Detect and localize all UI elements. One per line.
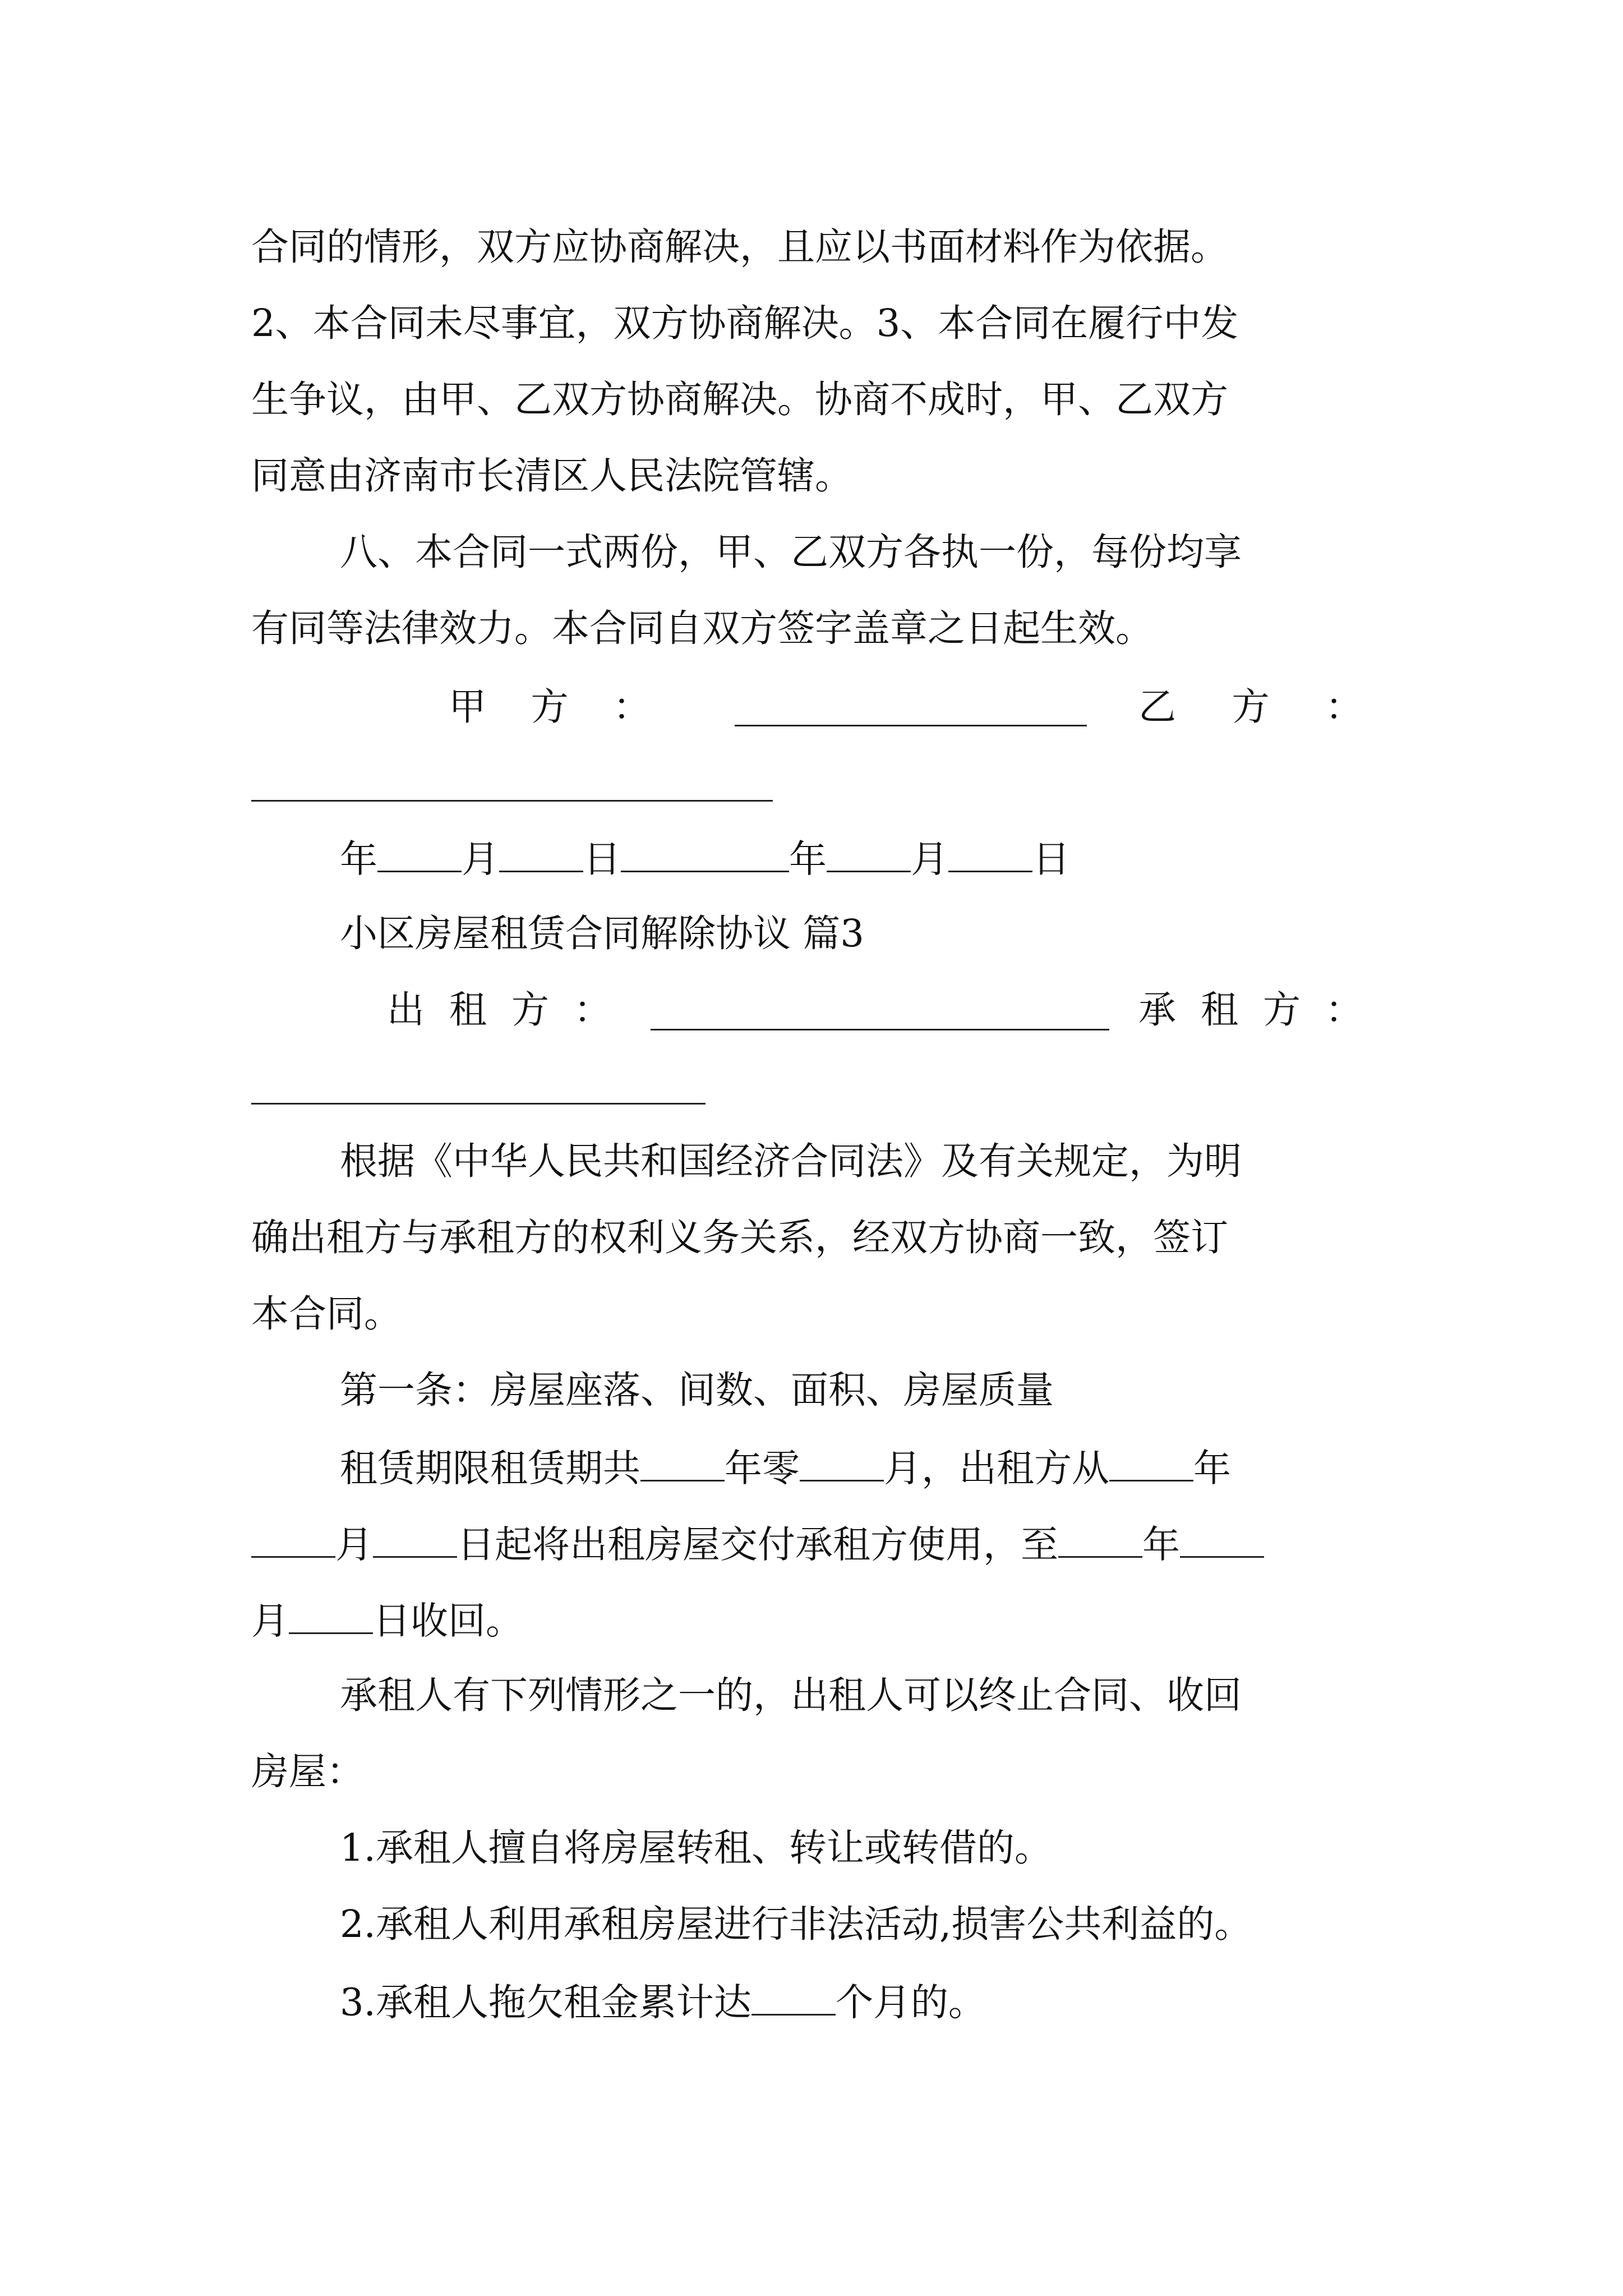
blank bbox=[251, 1520, 335, 1558]
party-a-signature-blank bbox=[735, 725, 1087, 726]
paragraph-line: 有同等法律效力。本合同自双方签字盖章之日起生效。 bbox=[251, 606, 1153, 650]
blank bbox=[640, 1444, 725, 1481]
paragraph-line: 八、本合同一式两份，甲、乙双方各执一份，每份均享 bbox=[340, 530, 1242, 574]
lease-term-line: 租赁期限租赁期共 年零 月，出租方从 年 bbox=[340, 1444, 1231, 1489]
date-line: 年 月 日 年 月 日 bbox=[340, 835, 1070, 880]
blank bbox=[1109, 1444, 1193, 1481]
lessee-label: 承 租 方 ： bbox=[1138, 988, 1363, 1032]
party-b-signature-blank bbox=[251, 800, 773, 802]
lessor-blank bbox=[651, 1029, 1109, 1030]
lessor-label: 出 租 方 ： bbox=[387, 988, 611, 1032]
blank bbox=[377, 835, 462, 872]
paragraph-line: 2、本合同未尽事宜，双方协商解决。3、本合同在履行中发 bbox=[251, 301, 1239, 345]
paragraph-line: 确出租方与承租方的权利义务关系，经双方协商一致，签订 bbox=[251, 1216, 1228, 1259]
blank bbox=[1180, 1520, 1264, 1558]
article-heading: 第一条：房屋座落、间数、面积、房屋质量 bbox=[340, 1368, 1054, 1412]
lease-term-line: 月 日收回。 bbox=[251, 1596, 523, 1641]
party-a-label: 甲 方 ： bbox=[449, 685, 651, 729]
paragraph-line: 合同的情形，双方应协商解决，且应以书面材料作为依据。 bbox=[251, 225, 1228, 269]
lease-term-line: 月 日起将出租房屋交付承租方使用，至 年 bbox=[251, 1520, 1264, 1565]
list-item: 1.承租人擅自将房屋转租、转让或转借的。 bbox=[340, 1826, 1052, 1870]
blank bbox=[827, 835, 911, 872]
paragraph-line: 承租人有下列情形之一的，出租人可以终止合同、收回 bbox=[340, 1673, 1242, 1717]
paragraph-line: 同意由济南市长清区人民法院管辖。 bbox=[251, 454, 852, 498]
paragraph-line: 生争议，由甲、乙双方协商解决。协商不成时，甲、乙双方 bbox=[251, 378, 1228, 421]
lessee-blank bbox=[251, 1103, 706, 1105]
paragraph-line: 本合同。 bbox=[251, 1292, 402, 1336]
blank bbox=[499, 835, 583, 872]
blank bbox=[751, 1978, 836, 2016]
blank bbox=[948, 835, 1032, 872]
blank bbox=[373, 1520, 457, 1558]
list-item: 2.承租人利用承租房屋进行非法活动,损害公共利益的。 bbox=[340, 1902, 1252, 1946]
blank bbox=[1058, 1520, 1142, 1558]
paragraph-line: 根据《中华人民共和国经济合同法》及有关规定，为明 bbox=[340, 1139, 1242, 1183]
blank bbox=[621, 835, 789, 872]
party-b-label: 乙 方 ： bbox=[1138, 685, 1363, 729]
blank bbox=[289, 1596, 373, 1634]
blank bbox=[800, 1444, 884, 1481]
paragraph-line: 房屋： bbox=[251, 1750, 364, 1793]
section-title: 小区房屋租赁合同解除协议 篇3 bbox=[340, 912, 864, 955]
list-item: 3.承租人拖欠租金累计达 个月的。 bbox=[340, 1978, 986, 2023]
